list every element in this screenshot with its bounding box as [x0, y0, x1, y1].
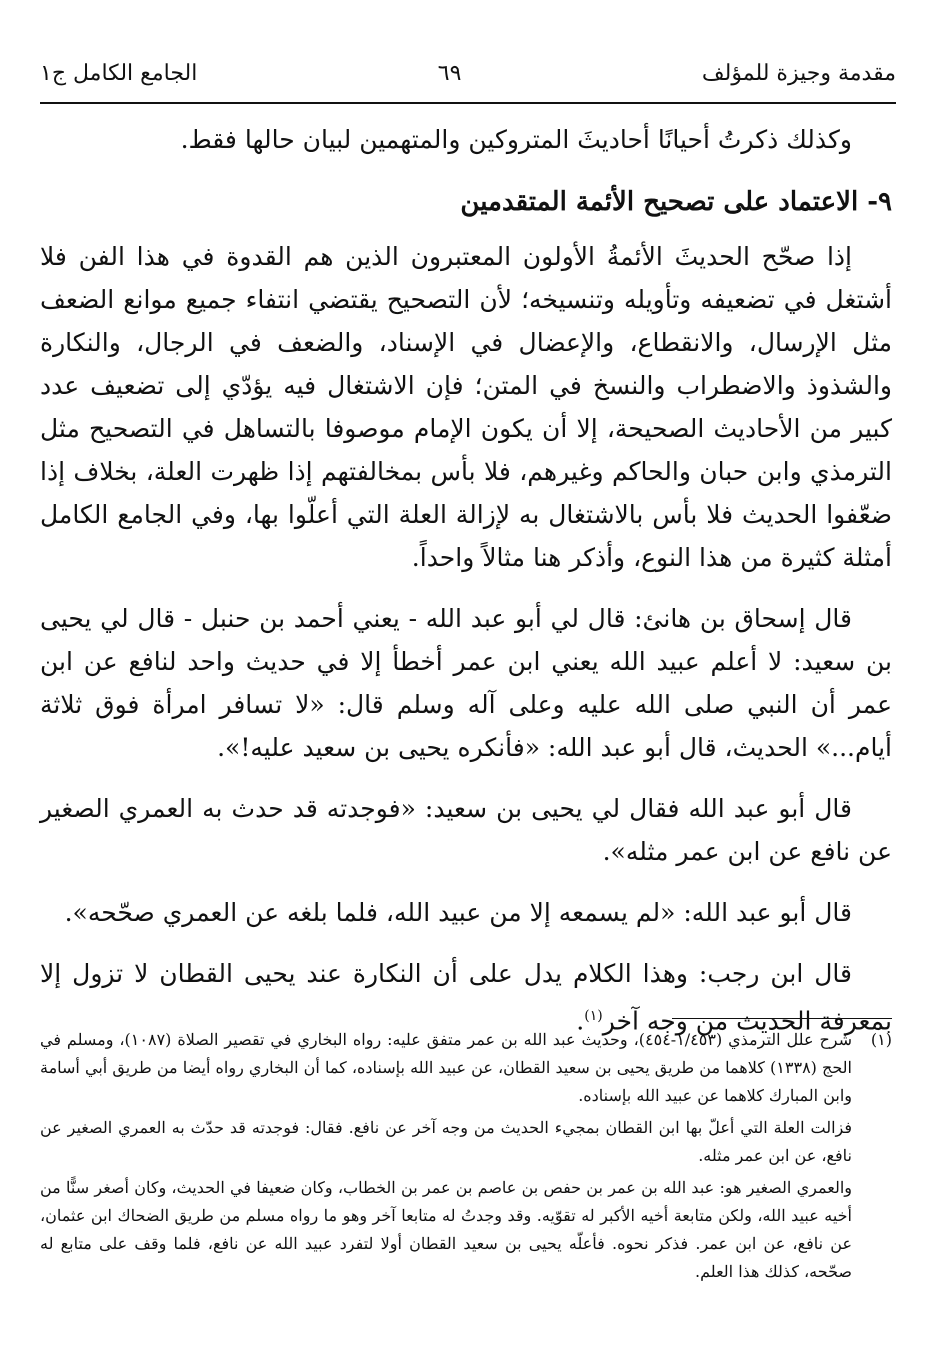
- page-header: [40, 46, 896, 104]
- footnote-reference[interactable]: (١): [584, 1008, 603, 1024]
- page-number: ٦٩: [437, 61, 462, 86]
- paragraph-1: إذا صحّح الحديثَ الأئمةُ الأولون المعتبرون الذين هم القدوة في هذا الفن فلا أشتغل في تضعيفه وتأويله وتنسيخه؛ لأن التصحيح يقتضي انتفاء جميع موانع الضعف مثل الإرسال، والانقطاع، والإعضال في الإسناد، والضعف في الرجال، والنكارة والشذوذ والاضطراب والنسخ في المتن؛ فإن الاشتغال فيه يؤدّي إلى تضعيف عدد كبير من الأحاديث الصحيحة، إلا أن يكون الإمام موصوفا بالتساهل في التصحيح مثل الترمذي وابن حبان والحاكم وغيرهم، فلا بأس بمخالفتهم إذا ظهرت العلة، بخلاف إذا ضعّفوا الحديث فلا بأس بالاشتغال به لإزالة العلة التي أعلّوا بها، وفي الجامع الكامل أمثلة كثيرة من هذا النوع، وأذكر هنا مثالاً واحداً.: [40, 242, 892, 572]
- footnote-paragraph-1: شرح علل الترمذي (١/٤٥٣-٤٥٤)، وحديث عبد الله بن عمر متفق عليه: رواه البخاري في تقصير الصلاة (١٠٨٧)، ومسلم في الحج (١٣٣٨) كلاهما من طريق يحيى بن سعيد القطان، عن عبيد الله بإسناده، كما أن البخاري رواه أيضا من طريق أبي أسامة وابن المبارك كلاهما عن عبيد الله بإسناده.: [40, 1030, 853, 1105]
- footnote-marker: (١): [870, 1030, 892, 1049]
- footnote-paragraph-3: والعمري الصغير هو: عبد الله بن عمر بن حفص بن عاصم بن عمر بن الخطاب، وكان ضعيفا في الحديث، وكان أصغر سنًّا من أخيه عبيد الله، ولكن متابعة أخيه الأكبر له تقوّيه. وقد وجدتُ له متابعا آخر وهو ما رواه مسلم من طريق الضحاك ابن عثمان، عن نافع، عن ابن عمر. فذكر نحوه. فأعلّه يحيى بن سعيد القطان أولا لتفرد عبيد الله عن نافع، فلما وقف على متابع له صحّحه، كذلك هذا العلم.: [40, 1178, 852, 1281]
- footnotes: [40, 1026, 892, 1290]
- footnote-text: [40, 1026, 852, 1290]
- footnote-separator: [672, 1018, 892, 1019]
- paragraph-2: قال إسحاق بن هانئ: قال لي أبو عبد الله - يعني أحمد بن حنبل - قال لي يحيى بن سعيد: لا أعلم عبيد الله يعني ابن عمر أخطأ إلا في حديث واحد لنافع عن ابن عمر أن النبي صلى الله عليه وعلى آله وسلم قال: «لا تسافر امرأة فوق ثلاثة أيام...» الحديث، قال أبو عبد الله: «فأنكره يحيى بن سعيد عليه!».: [40, 604, 892, 762]
- intro-paragraph: وكذلك ذكرتُ أحيانًا أحاديثَ المتروكين والمتهمين لبيان حالها فقط.: [180, 125, 852, 154]
- paragraph-4: قال أبو عبد الله: «لم يسمعه إلا من عبيد الله، فلما بلغه عن العمري صحّحه».: [64, 898, 852, 927]
- paragraph-5-end: .: [576, 1006, 585, 1036]
- footnote-paragraph-2: فزالت العلة التي أعلّ بها ابن القطان بمجيء الحديث من وجه آخر عن نافع. فقال: فوجدته قد حدّث به العمري الصغير عن نافع، عن ابن عمر مثله.: [40, 1118, 852, 1165]
- section-heading: ٩- الاعتماد على تصحيح الأئمة المتقدمين: [460, 187, 892, 217]
- main-text: [40, 118, 892, 1060]
- book-title: الجامع الكامل ج١: [40, 61, 198, 86]
- paragraph-5-text: قال ابن رجب: وهذا الكلام يدل على أن النكارة عند يحيى القطان لا تزول إلا بمعرفة الحديث من وجه آخر: [40, 959, 892, 1036]
- chapter-title: مقدمة وجيزة للمؤلف: [701, 61, 896, 86]
- footnote-1: [40, 1026, 892, 1290]
- paragraph-3: قال أبو عبد الله فقال لي يحيى بن سعيد: «فوجدته قد حدث به العمري الصغير عن نافع عن ابن عمر مثله».: [40, 794, 892, 866]
